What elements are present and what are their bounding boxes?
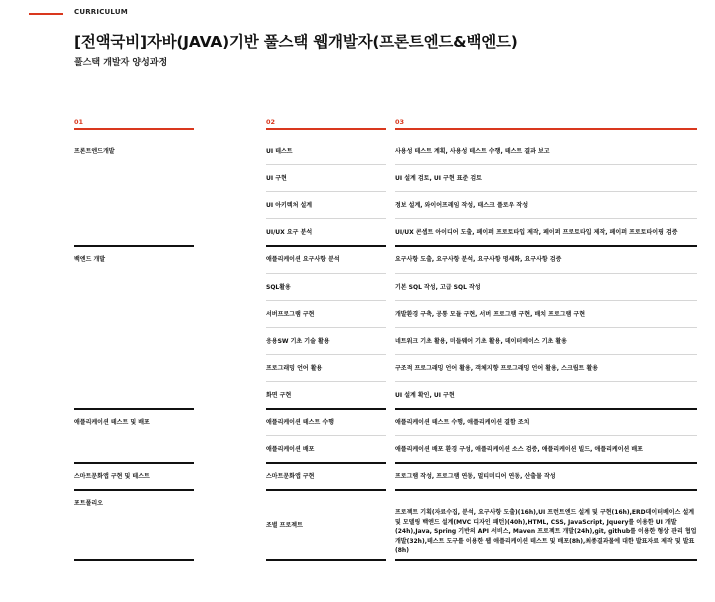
section-divider xyxy=(74,408,194,410)
section-label: 백엔드 개발 xyxy=(74,256,106,264)
task-label: SQL활용 xyxy=(266,283,291,291)
task-label: 프로그래밍 언어 활용 xyxy=(266,364,323,372)
section-divider xyxy=(266,408,386,410)
task-label: UI 아키텍처 설계 xyxy=(266,202,313,210)
detail-text: 사용성 테스트 계획, 사용성 테스트 수행, 테스트 결과 보고 xyxy=(395,148,550,155)
task-label: 애플리케이션 배포 xyxy=(266,446,315,454)
section-divider xyxy=(266,462,386,464)
row-divider xyxy=(395,381,697,382)
task-label: UI 테스트 xyxy=(266,148,293,155)
row-divider xyxy=(266,381,386,382)
detail-text: 프로그램 작성, 프로그램 연동, 멀티미디어 연동, 산출물 작성 xyxy=(395,473,556,481)
section-label: 애플리케이션 테스트 및 배포 xyxy=(74,419,150,426)
section-divider xyxy=(266,559,386,561)
row-divider xyxy=(266,354,386,355)
detail-text: UI/UX 콘셉트 아이디어 도출, 페이퍼 프로토타입 제작, 페이퍼 프로토타입 제작, 페이퍼 프로토타이핑 검증 xyxy=(395,229,678,237)
row-divider xyxy=(266,164,386,165)
section-divider xyxy=(266,245,386,247)
row-divider xyxy=(266,300,386,301)
row-divider xyxy=(395,164,697,165)
column-accent-line xyxy=(266,128,386,130)
detail-text: 요구사항 도출, 요구사항 분석, 요구사항 명세화, 요구사항 검증 xyxy=(395,256,562,264)
section-divider xyxy=(266,489,386,491)
row-divider xyxy=(395,218,697,219)
detail-text: UI 설계 검토, UI 구현 표준 검토 xyxy=(395,175,482,183)
page-title: [전액국비]자바(JAVA)기반 풀스택 웹개발자(프론트엔드&백엔드) xyxy=(74,33,518,51)
eyebrow-label: CURRICULUM xyxy=(74,8,128,16)
section-divider xyxy=(74,489,194,491)
column-number: 03 xyxy=(395,118,405,126)
column-number: 01 xyxy=(74,118,84,126)
task-label: 애플리케이션 테스트 수행 xyxy=(266,419,334,426)
detail-text: 구조적 프로그래밍 언어 활용, 객체지향 프로그래밍 언어 활용, 스크립트 활용 xyxy=(395,364,599,372)
row-divider xyxy=(266,218,386,219)
task-label: 서버프로그램 구현 xyxy=(266,310,315,318)
row-divider xyxy=(266,327,386,328)
row-divider xyxy=(266,273,386,274)
task-label: UI/UX 요구 분석 xyxy=(266,229,313,237)
section-label: 프론트엔드개발 xyxy=(74,148,115,155)
detail-text: 정보 설계, 와이어프레임 작성, 태스크 플로우 작성 xyxy=(395,202,529,210)
row-divider xyxy=(266,435,386,436)
section-divider xyxy=(395,408,697,410)
task-label: 스마트문화앱 구현 xyxy=(266,473,315,481)
section-label: 스마트문화앱 구현 및 테스트 xyxy=(74,473,150,481)
section-divider xyxy=(395,245,697,247)
eyebrow-accent-line xyxy=(29,13,63,15)
section-divider xyxy=(395,489,697,491)
page-subtitle: 풀스택 개발자 양성과정 xyxy=(74,58,168,68)
section-divider xyxy=(395,559,697,561)
task-label: UI 구현 xyxy=(266,175,287,183)
section-divider xyxy=(74,462,194,464)
detail-text: UI 설계 확인, UI 구현 xyxy=(395,391,455,399)
task-label: 응용SW 기초 기술 활용 xyxy=(266,337,330,345)
column-accent-line xyxy=(74,128,194,130)
detail-text: 애플리케이션 테스트 수행, 애플리케이션 결함 조치 xyxy=(395,419,530,426)
column-header-03 xyxy=(395,116,697,130)
task-label: 화면 구현 xyxy=(266,391,292,399)
section-label: 포트폴리오 xyxy=(74,500,103,508)
row-divider xyxy=(395,435,697,436)
task-label: 조별 프로젝트 xyxy=(266,522,303,530)
section-divider xyxy=(74,245,194,247)
column-header-02 xyxy=(266,116,386,130)
detail-text: 개발환경 구축, 공통 모듈 구현, 서버 프로그램 구현, 배치 프로그램 구현 xyxy=(395,310,586,318)
column-header-01 xyxy=(74,116,194,130)
row-divider xyxy=(395,191,697,192)
detail-text: 네트워크 기초 활용, 미들웨어 기초 활용, 데이터베이스 기초 활용 xyxy=(395,337,567,345)
row-divider xyxy=(266,191,386,192)
detail-text: 프로젝트 기획(자료수집, 분석, 요구사항 도출)(16h),UI 프런트엔드 설계 및 구현(16h),ERD데이터베이스 설계 및 모델링 백엔드 설계(MVC 디자인 패턴)(40h),HTML, CSS, JavaScript, Jquery를 이용한 UI 개발(24h),Java, Spring 기반의 API 서비스, Maven 프로젝트 개발(24h),git, github를 이용한 형상 관리 협업 개발(32h),테스트 도구를 이용한 웹 애플리케이션 테스트 및 배포(8h),최종결과물에 대한 발표자료 제작 및 발표(8h) xyxy=(395,509,697,555)
task-label: 애플리케이션 요구사항 분석 xyxy=(266,256,340,264)
row-divider xyxy=(395,273,697,274)
detail-text: 기본 SQL 작성, 고급 SQL 작성 xyxy=(395,283,481,291)
column-accent-line xyxy=(395,128,697,130)
section-divider xyxy=(395,462,697,464)
column-number: 02 xyxy=(266,118,276,126)
row-divider xyxy=(395,300,697,301)
row-divider xyxy=(395,327,697,328)
row-divider xyxy=(395,354,697,355)
section-divider xyxy=(74,559,194,561)
detail-text: 애플리케이션 배포 환경 구성, 애플리케이션 소스 검증, 애플리케이션 빌드, 애플리케이션 배포 xyxy=(395,446,643,454)
